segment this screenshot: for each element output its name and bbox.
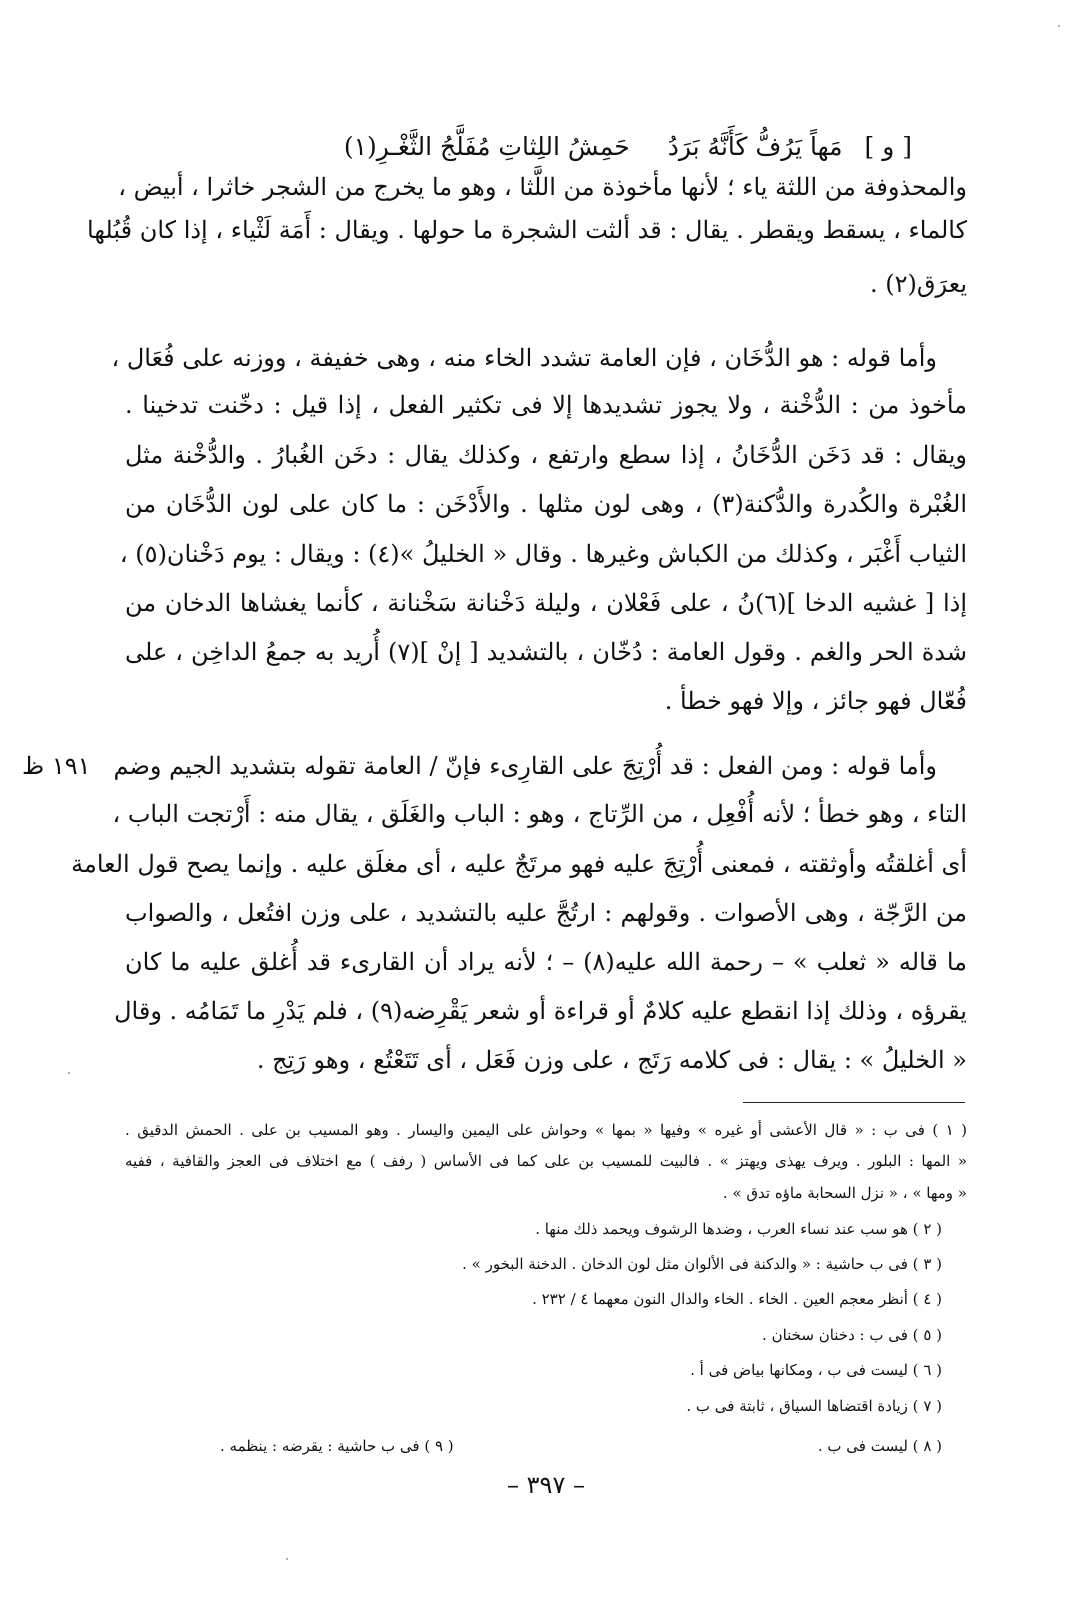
footnote: ( ٥ ) فى ب : دخنان سخنان . xyxy=(762,1326,942,1344)
footnote: ( ٦ ) ليست فى ب ، ومكانها بياض فى أ . xyxy=(690,1361,942,1379)
body-line: والمحذوفة من اللثة ياء ؛ لأنها مأخوذة من اللَّثا ، وهو ما يخرج من الشجر خاثرا ، أبيض ، xyxy=(118,173,967,201)
body-line: وأما قوله : هو الدُّخَان ، فإن العامة تشدد الخاء منه ، وهى خفيفة ، ووزنه على فُعَال ، xyxy=(111,344,937,372)
verse-line xyxy=(152,128,912,166)
body-line: ما قاله « ثعلب » – رحمة الله عليه(٨) – ؛ لأنه يراد أن القارىء قد أُغلق عليه ما كان xyxy=(125,948,968,976)
footnote: ( ٩ ) فى ب حاشية : يقرضه : ينظمه . xyxy=(220,1437,454,1455)
body-line: الغُبْرة والكُدرة والدُّكنة(٣) ، وهى لون مثلها . والأَدْخَن : ما كان على لون الدُّخَان من xyxy=(125,490,968,518)
body-line: مأخوذ من : الدُّخْنة ، ولا يجوز تشديدها إلا فى تكثير الفعل ، إذا قيل : دخّنت تدخينا . xyxy=(125,391,967,419)
footnote: « المها : البلور . ويرف يهذى ويهتز » . فالبيت للمسيب بن على كما فى الأساس ( رفف ) مع اختلاف فى العجز والقافية ، ففيه xyxy=(125,1152,967,1170)
verse-hemistich-1: مَهاً يَرُفُّ كَأَنَّهُ بَرَدُ xyxy=(667,132,843,161)
footnote: ( ٧ ) زيادة اقتضاها السياق ، ثابتة فى ب . xyxy=(686,1397,942,1415)
footnote: ( ٢ ) هو سب عند نساء العرب ، وضدها الرشوف ويحمد ذلك منها . xyxy=(535,1220,942,1238)
verse-tag: [ و ] xyxy=(864,132,912,161)
scan-speck xyxy=(68,1072,70,1074)
body-line: أى أغلقتُه وأوثقته ، فمعنى أُرْتِجَ عليه فهو مرتَجٌ عليه ، أى مغلَق عليه . وإنما يصح قول العامة xyxy=(71,850,967,878)
body-line: من الرَّجّة ، وهى الأصوات . وقولهم : ارتُجَّ عليه بالتشديد ، على وزن افتُعل ، والصواب xyxy=(125,899,967,927)
body-line: التاء ، وهو خطأ ؛ لأنه أُفْعِل ، من الرِّتاج ، وهو : الباب والغَلَق ، يقال منه : أَرْتجت الباب ، xyxy=(112,800,967,828)
verse-hemistich-2: حَمِشُ اللِثاتِ مُفَلَّجُ الثَّغْـرِ(١) xyxy=(343,132,630,161)
footnote: ( ٨ ) ليست فى ب . xyxy=(817,1437,942,1455)
body-line: ويقال : قد دَخَن الدُّخَانُ ، إذا سطع وارتفع ، وكذلك يقال : دخَن الغُبارُ . والدُّخْنة مثل xyxy=(125,441,967,469)
body-line: فُعّال فهو جائز ، وإلا فهو خطأ . xyxy=(664,687,967,715)
body-line: شدة الحر والغم . وقول العامة : دُخّان ، بالتشديد [ إنْ ](٧) أُريد به جمعُ الداخِن ، على xyxy=(125,638,968,666)
body-line: وأما قوله : ومن الفعل : قد أُرْتِجَ على القارِىء فإنّ / العامة تقوله بتشديد الجيم وضم xyxy=(113,752,937,780)
scan-speck xyxy=(1058,25,1060,27)
body-line: يعرَق(٢) . xyxy=(870,270,967,298)
footnote: « ومها » ، « نزل السحابة ماؤه تدق » . xyxy=(722,1184,967,1202)
page-number: – ٣٩٧ – xyxy=(507,1471,585,1499)
body-line: « الخليلُ » : يقال : فى كلامه رَتَج ، على وزن فَعَل ، أى تَتَعْتُع ، وهو رَتِج . xyxy=(256,1046,967,1074)
footnote-separator xyxy=(743,1102,965,1103)
body-line: كالماء ، يسقط ويقطر . يقال : قد ألثت الشجرة ما حولها . ويقال : أَمَة لَثْياء ، إذا كان قُبُلها xyxy=(87,216,967,244)
footnote-pair xyxy=(125,1434,942,1458)
body-line: يقرؤه ، وذلك إذا انقطع عليه كلامٌ أو قراءة أو شعر يَقْرِضه(٩) ، فلم يَدْرِ ما تَمَامُه . وقال xyxy=(114,997,967,1025)
footnote: ( ٤ ) أنظر معجم العين . الخاء . الخاء والدال النون معهما ٤ / ٢٣٢ . xyxy=(532,1290,942,1308)
body-line: إذا [ غشيه الدخا ](٦)نُ ، على فَعْلان ، وليلة دَخْنانة سَخْنانة ، كأنما يغشاها الدخان من xyxy=(125,589,967,617)
scan-speck xyxy=(286,1558,288,1560)
body-line: الثياب أَغْبَر ، وكذلك من الكباش وغيرها . وقال « الخليلُ »(٤) : ويقال : يوم دَخْنان(٥) ، xyxy=(119,540,967,568)
marginal-folio-note: ١٩١ ظ xyxy=(22,752,91,780)
footnote: ( ١ ) فى ب : « قال الأعشى أو غيره » وفيها « بمها » وحواش على اليمين واليسار . وهو المسيب بن على . الحمش الدقيق . xyxy=(125,1121,967,1139)
footnote: ( ٣ ) فى ب حاشية : « والدكنة فى الألوان مثل لون الدخان . الدخنة البخور » . xyxy=(462,1255,942,1273)
